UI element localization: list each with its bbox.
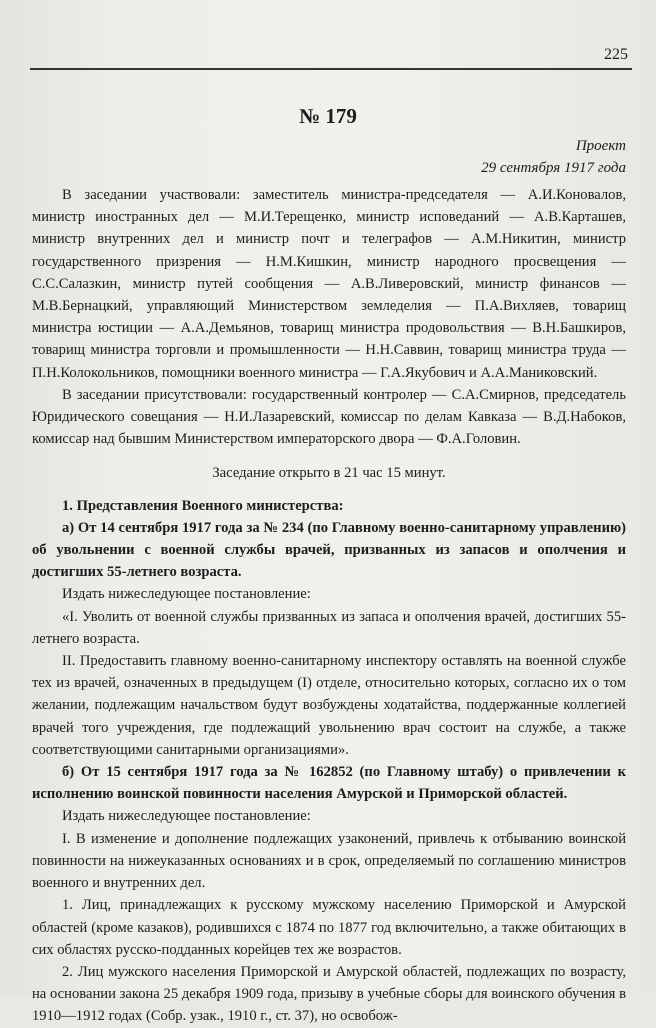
participants-paragraph: В заседании участвовали: заместитель министра-председателя — А.И.Коновалов, министр иностранных дел — М.И.Терещенко, министр исповеданий — А.В.Карташев, министр внутренних дел и министр почт и телеграфов — А.М.Никитин, министр государственного призрения — Н.М.Кишкин, министр народного просвещения — С.С.Салазкин, министр путей сообщения — А.В.Ливеровский, министр финансов — М.В.Бернацкий, управляющий Министерством земледелия — П.А.Вихляев, товарищ министра юстиции — А.А.Демьянов, товарищ министра продовольствия — В.Н.Башкиров, товарищ министра торговли и промышленности — Н.Н.Саввин, товарищ министра труда — П.Н.Колокольников, помощники военного министра — Г.А.Якубович и А.А.Маниковский. [32,187,626,381]
resolution-a-point-2: II. Предоставить главному военно-санитарному инспектору оставлять на военной службе тех из врачей, означенных в предыдущем (I) отделе, относительно которых, согласно их о том желании, подлежащим начальством будут возбуждены ходатайства, поддержанные коллегией врачей того учреждения, где подлежащий увольнению врач состоит на службе, а также соответствующими санитарными организациями». [32,653,626,758]
item-a-heading: а) От 14 сентября 1917 года за № 234 (по Главному военно-санитарному управлению) об увольнении с военной службы врачей, призванных из запасов и ополчения и достигших 55-летнего возраста. [32,519,626,581]
item-b-heading: б) От 15 сентября 1917 года за № 162852 (по Главному штабу) о привлечении к исполнению воинской повинности населения Амурской и Приморской областей. [32,764,626,803]
header-rule [30,68,632,70]
session-opened: Заседание открыто в 21 час 15 минут. [212,465,446,482]
document-body [32,184,626,1028]
section-heading: 1. Представления Военного министерства: [62,497,344,514]
resolution-b-point-1: I. В изменение и дополнение подлежащих узаконений, привлечь к отбыванию воинской повинности на нижеуказанных основаниях и в срок, определяемый по соглашению министров военного и внутренних дел. [32,830,626,892]
document-date: 29 сентября 1917 года [481,160,626,176]
attendees-paragraph: В заседании присутствовали: государственный контролер — С.А.Смирнов, председатель Юридического совещания — Н.И.Лазаревский, комиссар по делам Кавказа — В.Д.Набоков, комиссар над бывшим Министерством императорского двора — Ф.А.Головин. [32,386,626,448]
resolution-intro-a: Издать нижеследующее постановление: [62,586,311,603]
resolution-b-subpoint-2: 2. Лиц мужского населения Приморской и Амурской областей, подлежащих по возрасту, на основании закона 25 декабря 1909 года, призыву в учебные сборы для воинского обучения в 1910—1912 годах (Собр. узак., 1910 г., ст. 37), но освобож- [32,963,626,1025]
resolution-b-subpoint-1: 1. Лиц, принадлежащих к русскому мужскому населению Приморской и Амурской областей (кроме казаков), родившихся с 1874 по 1877 год включительно, а также обитающих в сих областях русско-подданных корейцев тех же возрастов. [32,897,626,958]
resolution-intro-b: Издать нижеследующее постановление: [62,808,311,825]
document-number: № 179 [299,104,357,128]
document-status: Проект [575,138,626,154]
resolution-a-point-1: «I. Уволить от военной службы призванных из запаса и ополчения врачей, достигших 55-летнего возраста. [32,608,626,647]
page-number: 225 [604,46,628,63]
